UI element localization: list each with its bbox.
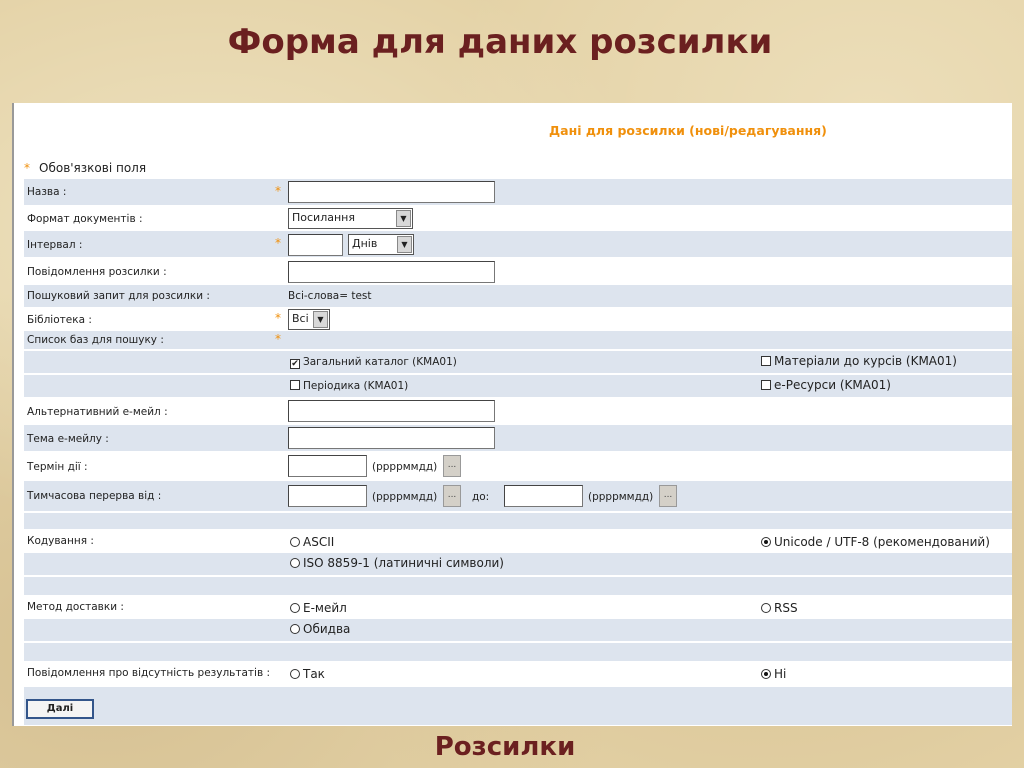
row-encoding-2 [24,553,1012,575]
row-doc-format [24,205,1012,231]
pause-from-input[interactable] [288,485,367,507]
no-results-option-no[interactable]: Ні [761,667,786,681]
required-star-icon: * [275,332,281,346]
radio-icon[interactable] [290,558,300,568]
delivery-option-both[interactable]: Обидва [290,622,350,636]
row-db-options-1 [24,351,1012,373]
pause-to-hint: (ррррммдд) [588,491,654,503]
pause-to-label: до: [472,491,490,503]
name-input[interactable] [288,181,495,203]
required-star-icon: * [275,184,281,198]
row-interval [24,231,1012,257]
row-name [24,179,1012,205]
checkbox-checked-icon[interactable]: ✔ [291,359,299,369]
row-delivery [24,597,1012,619]
checkbox-icon[interactable] [761,356,771,366]
row-pause [24,481,1012,511]
radio-icon[interactable] [290,603,300,613]
email-subject-label: Тема е-мейлу : [27,433,109,445]
encoding-option-iso[interactable]: ISO 8859-1 (латиничні символи) [290,556,504,570]
radio-icon[interactable] [290,669,300,679]
row-delivery-2 [24,619,1012,641]
query-value: Всі-слова= test [288,290,372,302]
library-value: Всі [292,312,309,325]
pause-from-calendar-button[interactable]: ... [443,485,461,507]
row-email-subject [24,425,1012,451]
row-expiry [24,451,1012,481]
library-select[interactable] [288,309,330,330]
slide-footer: Розсилки [434,732,576,762]
required-star-icon: * [24,161,30,175]
encoding-option-utf8[interactable]: Unicode / UTF-8 (рекомендований) [761,535,990,549]
message-label: Повідомлення розсилки : [27,266,167,278]
encoding-option-ascii[interactable]: ASCII [290,535,334,549]
checkbox-icon[interactable] [290,380,300,390]
next-button[interactable]: Далі [26,699,94,719]
radio-selected-icon[interactable] [761,669,771,679]
pause-to-input[interactable] [504,485,583,507]
message-input[interactable] [288,261,495,283]
expiry-date-input[interactable] [288,455,367,477]
required-star-icon: * [275,311,281,325]
radio-icon[interactable] [290,537,300,547]
pause-label: Тимчасова перерва від : [27,490,162,502]
interval-unit-value: Днів [352,237,378,250]
db-option-general-catalog[interactable]: ✔ Загальний каталог (KMA01) [291,356,457,369]
radio-icon[interactable] [290,624,300,634]
delivery-option-email[interactable]: Е-мейл [290,601,347,615]
expiry-date-hint: (ррррммдд) [372,461,438,473]
chevron-down-icon: ▼ [313,311,328,328]
db-option-e-resources[interactable]: е-Ресурси (KMA01) [761,378,891,392]
row-db-list [24,331,1012,349]
form-panel [12,103,1012,726]
delivery-label: Метод доставки : [27,601,124,613]
radio-selected-icon[interactable] [761,537,771,547]
email-subject-input[interactable] [288,427,495,449]
interval-input[interactable] [288,234,343,256]
doc-format-value: Посилання [292,211,355,224]
no-results-label: Повідомлення про відсутність результатів : [27,667,271,679]
interval-label: Інтервал : [27,239,83,251]
row-no-results [24,663,1012,685]
expiry-label: Термін дії : [27,461,88,473]
row-message [24,257,1012,285]
required-legend [24,161,146,175]
chevron-down-icon: ▼ [397,236,412,253]
row-spacer [24,643,1012,661]
form-title: Дані для розсилки (нові/редагування) [549,123,827,138]
slide-title: Форма для даних розсилки [227,22,773,62]
row-encoding [24,531,1012,553]
db-option-course-materials[interactable]: Матеріали до курсів (KMA01) [761,354,957,368]
doc-format-select[interactable] [288,208,413,229]
pause-to-calendar-button[interactable]: ... [659,485,677,507]
expiry-calendar-button[interactable]: ... [443,455,461,477]
no-results-option-yes[interactable]: Так [290,667,325,681]
query-label: Пошуковий запит для розсилки : [27,290,210,302]
alt-email-label: Альтернативний е-мейл : [27,406,168,418]
row-spacer [24,577,1012,595]
row-query [24,285,1012,307]
radio-icon[interactable] [761,603,771,613]
delivery-option-rss[interactable]: RSS [761,601,798,615]
row-library [24,307,1012,331]
alt-email-input[interactable] [288,400,495,422]
doc-format-label: Формат документів : [27,213,143,225]
library-label: Бібліотека : [27,314,92,326]
required-legend-text: Обов'язкові поля [39,161,147,175]
interval-unit-select[interactable] [348,234,414,255]
encoding-label: Кодування : [27,535,94,547]
db-list-label: Список баз для пошуку : [27,334,164,346]
checkbox-icon[interactable] [761,380,771,390]
row-submit [24,687,1012,725]
chevron-down-icon: ▼ [396,210,411,227]
required-star-icon: * [275,236,281,250]
pause-from-hint: (ррррммдд) [372,491,438,503]
db-option-periodicals[interactable]: Періодика (KMA01) [290,380,408,392]
name-label: Назва : [27,186,67,198]
row-alt-email [24,397,1012,425]
row-spacer [24,513,1012,529]
row-db-options-2 [24,375,1012,397]
